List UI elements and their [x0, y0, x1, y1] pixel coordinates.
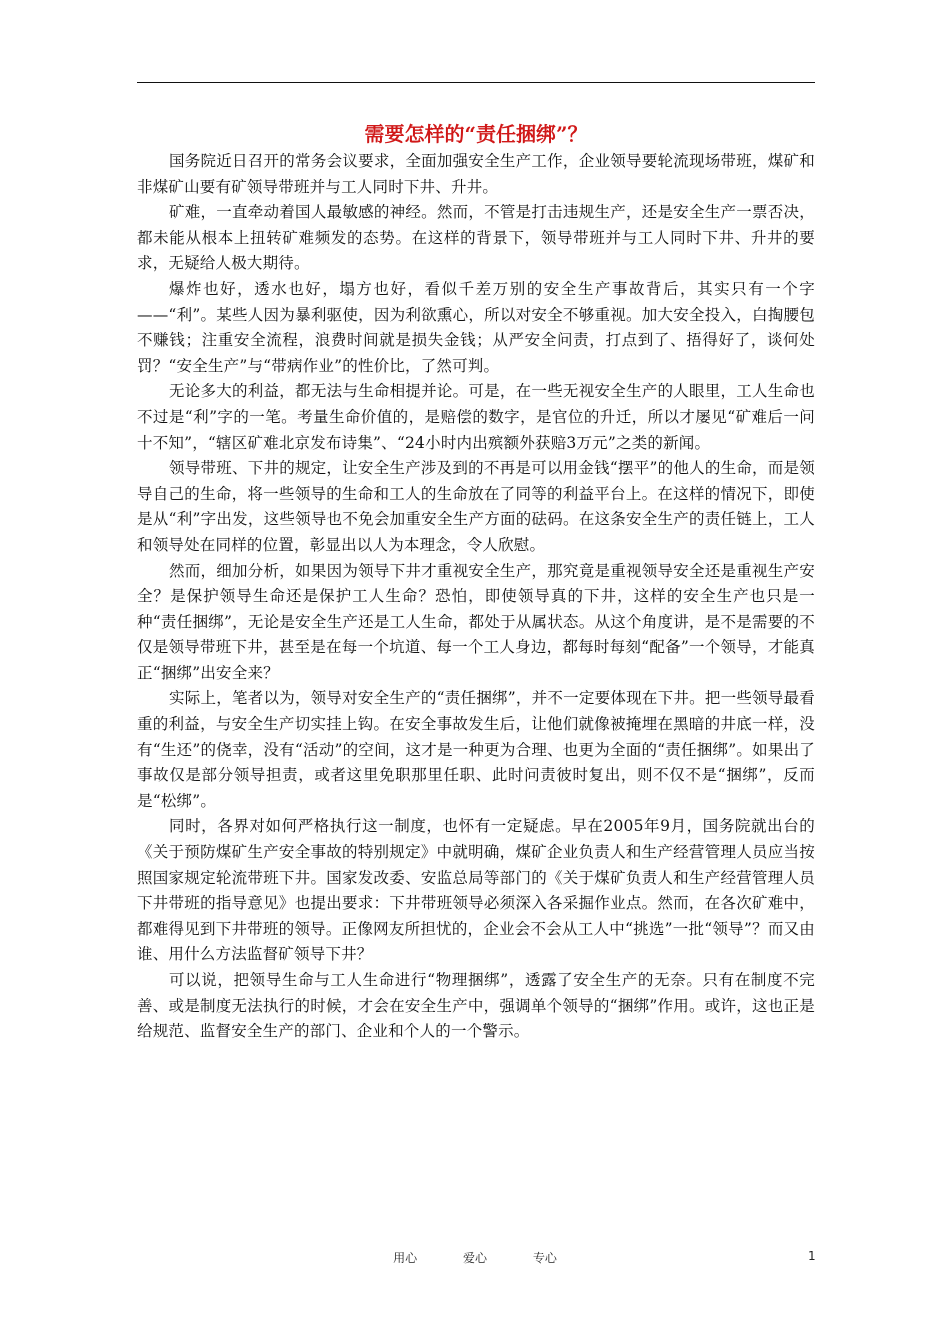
paragraph-1: 国务院近日召开的常务会议要求，全面加强安全生产工作，企业领导要轮流现场带班，煤矿和非煤矿山要有矿领导带班并与工人同时下井、升井。: [137, 152, 815, 196]
paragraph-7: 实际上，笔者以为，领导对安全生产的“责任捆绑”，并不一定要体现在下井。把一些领导最看重的利益，与安全生产切实挂上钩。在安全事故发生后，让他们就像被掩埋在黑暗的井底一样，没有“生还”的侥幸，没有“活动”的空间，这才是一种更为合理、也更为全面的“责任捆绑”。如果出了事故仅是部分领导担责，或者这里免职那里任职、此时问责彼时复出，则不仅不是“捆绑”，反而是“松绑”。: [137, 689, 815, 810]
paragraph-6: 然而，细加分析，如果因为领导下井才重视安全生产，那究竟是重视领导安全还是重视生产安全？是保护领导生命还是保护工人生命？恐怕，即使领导真的下井，这样的安全生产也只是一种“责任捆绑”，无论是安全生产还是工人生命，都处于从属状态。从这个角度讲，是不是需要的不仅是领导带班下井，甚至是在每一个坑道、每一个工人身边，都每时每刻“配备”一个领导，才能真正“捆绑”出安全来？: [137, 561, 815, 682]
footer-motto-1: 用心: [393, 1251, 418, 1265]
paragraph-4: 无论多大的利益，都无法与生命相提并论。可是，在一些无视安全生产的人眼里，工人生命也不过是“利”字的一笔。考量生命价值的，是赔偿的数字，是官位的升迁，所以才屡见“矿难后一问十不知”，“辖区矿难北京发布诗集”、“24小时内出殡额外获赔3万元”之类的新闻。: [137, 382, 815, 452]
footer-motto-2: 爱心: [462, 1251, 487, 1265]
paragraph-3: 爆炸也好，透水也好，塌方也好，看似千差万别的安全生产事故背后，其实只有一个字——“利”。某些人因为暴利驱使，因为利欲熏心，所以对安全不够重视。加大安全投入，白掏腰包不赚钱；注重安全流程，浪费时间就是损失金钱；从严安全问责，打点到了、捂得好了，谈何处罚？“安全生产”与“带病作业”的性价比，了然可判。: [137, 279, 815, 375]
page-number: 1: [808, 1249, 816, 1263]
page-footer: [0, 1249, 950, 1269]
paragraph-2: 矿难，一直牵动着国人最敏感的神经。然而，不管是打击违规生产，还是安全生产一票否决，都未能从根本上扭转矿难频发的态势。在这样的背景下，领导带班并与工人同时下井、升井的要求，无疑给人极大期待。: [137, 203, 815, 273]
footer-motto-3: 专心: [532, 1251, 557, 1265]
paragraph-8: 同时，各界对如何严格执行这一制度，也怀有一定疑虑。早在2005年9月，国务院就出台的《关于预防煤矿生产安全事故的特别规定》中就明确，煤矿企业负责人和生产经营管理人员应当按照国家规定轮流带班下井。国家发改委、安监总局等部门的《关于煤矿负责人和生产经营管理人员下井带班的指导意见》也提出要求：下井带班领导必须深入各采掘作业点。然而，在各次矿难中，都难得见到下井带班的领导。正像网友所担忧的，企业会不会从工人中“挑选”一批“领导”？而又由谁、用什么方法监督矿领导下井？: [137, 817, 815, 964]
article-body: [137, 149, 815, 1045]
header-rule: [137, 82, 815, 83]
paragraph-5: 领导带班、下井的规定，让安全生产涉及到的不再是可以用金钱“摆平”的他人的生命，而是领导自己的生命，将一些领导的生命和工人的生命放在了同等的利益平台上。在这样的情况下，即使是从“利”字出发，这些领导也不免会加重安全生产方面的砝码。在这条安全生产的责任链上，工人和领导处在同样的位置，彰显出以人为本理念，令人欣慰。: [137, 459, 815, 554]
paragraph-9: 可以说，把领导生命与工人生命进行“物理捆绑”，透露了安全生产的无奈。只有在制度不完善、或是制度无法执行的时候，才会在安全生产中，强调单个领导的“捆绑”作用。或许，这也正是给规范、监督安全生产的部门、企业和个人的一个警示。: [137, 971, 815, 1041]
document-title: 需要怎样的“责任捆绑”？: [364, 122, 588, 146]
